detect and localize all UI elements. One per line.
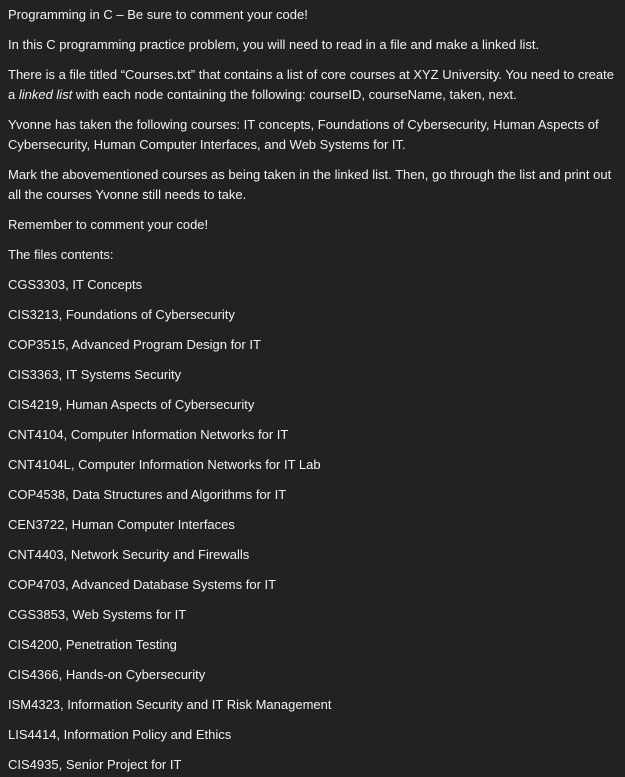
course-item: CGS3853, Web Systems for IT <box>8 607 187 622</box>
course-item: CNT4403, Network Security and Firewalls <box>8 547 250 562</box>
document-title: Programming in C – Be sure to comment your code! <box>8 7 308 22</box>
reminder-text: Remember to comment your code! <box>8 217 209 232</box>
file-paragraph <box>8 65 617 105</box>
linked-list-emphasis: linked list <box>18 87 73 102</box>
course-item: CEN3722, Human Computer Interfaces <box>8 517 235 532</box>
file-paragraph-after: with each node containing the following: courseID, courseName, taken, next. <box>72 87 517 102</box>
course-item: COP3515, Advanced Program Design for IT <box>8 337 261 352</box>
course-item: CIS3213, Foundations of Cybersecurity <box>8 307 235 322</box>
course-list <box>8 275 617 775</box>
course-item: CNT4104L, Computer Information Networks for IT Lab <box>8 457 321 472</box>
course-item: CIS4219, Human Aspects of Cybersecurity <box>8 397 255 412</box>
course-item: CIS3363, IT Systems Security <box>8 367 182 382</box>
course-item: LIS4414, Information Policy and Ethics <box>8 727 232 742</box>
course-item: CGS3303, IT Concepts <box>8 277 143 292</box>
course-item: CIS4200, Penetration Testing <box>8 637 177 652</box>
course-item: ISM4323, Information Security and IT Risk Management <box>8 697 332 712</box>
file-paragraph-before: There is a file titled “Courses.txt” that contains a list of core courses at XYZ University. You need to create a <box>8 67 614 102</box>
course-item: CIS4366, Hands-on Cybersecurity <box>8 667 206 682</box>
intro-paragraph: In this C programming practice problem, you will need to read in a file and make a linked list. <box>8 37 540 52</box>
course-item: CIS4935, Senior Project for IT <box>8 757 182 772</box>
contents-label: The files contents: <box>8 247 114 262</box>
mark-courses-paragraph: Mark the abovementioned courses as being taken in the linked list. Then, go through the list and print out all the courses Yvonne still needs to take. <box>8 167 612 202</box>
taken-courses-paragraph: Yvonne has taken the following courses: IT concepts, Foundations of Cybersecurity, Human Aspects of Cybersecurity, Human Computer Interfaces, and Web Systems for IT. <box>8 117 599 152</box>
course-item: COP4703, Advanced Database Systems for IT <box>8 577 277 592</box>
course-item: COP4538, Data Structures and Algorithms for IT <box>8 487 287 502</box>
course-item: CNT4104, Computer Information Networks for IT <box>8 427 289 442</box>
